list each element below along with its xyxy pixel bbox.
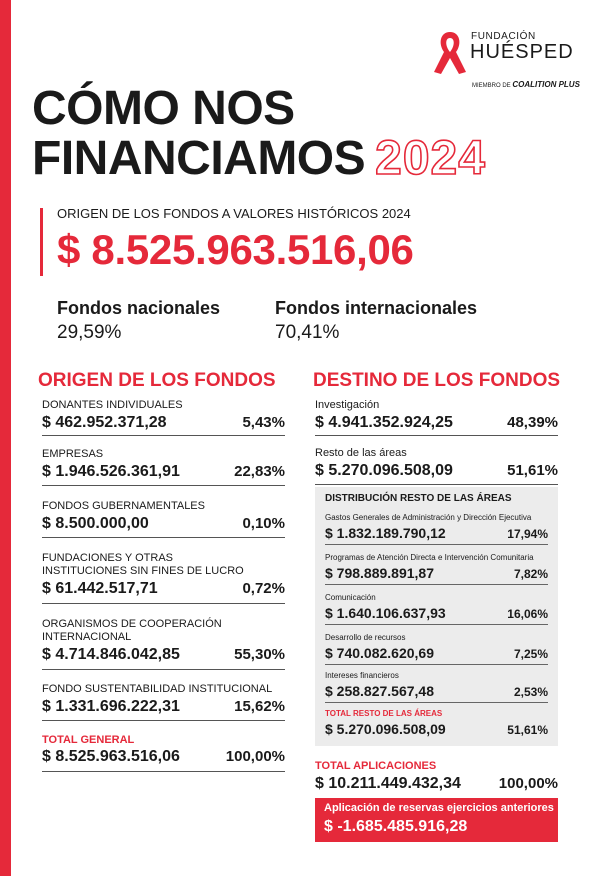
total-aplicaciones [315, 760, 558, 793]
distribucion-item-pct: 17,94% [507, 527, 548, 541]
fondos-nacionales-pct: 29,59% [57, 322, 122, 343]
distribucion-item-amount: $ 258.827.567,48 [325, 683, 434, 699]
origen-total [42, 734, 285, 772]
summary-total: $ 8.525.963.516,06 [57, 226, 414, 273]
origen-item-pct: 5,43% [242, 414, 285, 431]
fondos-nacionales [57, 298, 220, 344]
distribucion-item [325, 633, 548, 665]
origen-item-label: DONANTES INDIVIDUALES [42, 399, 183, 411]
origen-total-label: TOTAL GENERAL [42, 734, 135, 746]
logo-sub-brand: COALITION PLUS [512, 80, 580, 89]
origen-item-amount: $ 61.442.517,71 [42, 580, 158, 597]
title-line-1: CÓMO NOS [32, 82, 295, 135]
distribucion-item-label: Gastos Generales de Administración y Dirección Ejecutiva [325, 513, 532, 522]
distribucion-item-label: Intereses financieros [325, 671, 399, 680]
ribbon-icon [430, 30, 470, 76]
origen-item-amount: $ 4.714.846.042,85 [42, 646, 180, 663]
distribucion-total [325, 709, 548, 739]
distribucion-item-amount: $ 798.889.891,87 [325, 565, 434, 581]
origen-item-label: ORGANISMOS DE COOPERACIÓN INTERNACIONAL [42, 618, 222, 643]
distribucion-item-pct: 7,82% [513, 567, 548, 581]
origen-item [42, 500, 285, 538]
logo-sub-prefix: MIEMBRO DE [472, 83, 511, 89]
origen-item [42, 552, 285, 604]
distribucion-item [325, 593, 548, 625]
reservas-box [315, 798, 558, 842]
destino-item [315, 447, 558, 485]
origen-item-amount: $ 1.946.526.361,91 [42, 463, 180, 480]
logo-top-text: FUNDACIÓN [471, 31, 536, 42]
distribucion-item-pct: 7,25% [513, 647, 548, 661]
origen-item-amount: $ 462.952.371,28 [42, 414, 167, 431]
origen-item-label: EMPRESAS [42, 448, 104, 460]
distribucion-item [325, 671, 548, 703]
fondos-internacionales [275, 298, 477, 344]
distribucion-item-amount: $ 1.832.189.790,12 [325, 525, 446, 541]
destino-list [315, 399, 558, 485]
distribucion-total-pct: 51,61% [507, 723, 548, 737]
destino-item [315, 399, 558, 436]
origen-item [42, 399, 285, 436]
origen-item-pct: 0,10% [242, 515, 285, 532]
distribucion-panel [315, 487, 558, 746]
origen-item-amount: $ 8.500.000,00 [42, 515, 149, 532]
origen-item [42, 683, 285, 721]
distribucion-item-label: Comunicación [325, 593, 376, 602]
distribucion-item-pct: 2,53% [513, 685, 548, 699]
origen-item-label: FUNDACIONES Y OTRAS INSTITUCIONES SIN FINES DE LUCRO [42, 552, 244, 577]
fundacion-huesped-logo [430, 30, 580, 90]
distribucion-item [325, 513, 548, 545]
fondos-nacionales-label: Fondos nacionales [57, 298, 221, 318]
origen-item-pct: 15,62% [234, 698, 285, 715]
origen-item-label: FONDO SUSTENTABILIDAD INSTITUCIONAL [42, 683, 273, 695]
origen-item-amount: $ 1.331.696.222,31 [42, 698, 180, 715]
origen-item [42, 618, 285, 670]
origen-title: ORIGEN DE LOS FONDOS [38, 370, 276, 391]
title-line-2 [32, 134, 486, 184]
destino-title: DESTINO DE LOS FONDOS [313, 370, 561, 391]
origen-total-amount: $ 8.525.963.516,06 [42, 748, 180, 765]
summary-accent-bar [40, 208, 43, 276]
distribucion-title: DISTRIBUCIÓN RESTO DE LAS ÁREAS [325, 493, 512, 504]
origen-item-pct: 22,83% [234, 463, 285, 480]
fondos-internacionales-pct: 70,41% [275, 322, 340, 343]
distribucion-total-label: TOTAL RESTO DE LAS ÁREAS [325, 709, 443, 718]
destino-item-amount: $ 4.941.352.924,25 [315, 414, 453, 431]
origen-item [42, 448, 285, 486]
origen-list [42, 399, 285, 772]
distribucion-item [325, 553, 548, 585]
fondos-internacionales-label: Fondos internacionales [275, 298, 478, 318]
distribucion-item-amount: $ 740.082.620,69 [325, 645, 434, 661]
destino-item-label: Investigación [315, 399, 380, 411]
title-year: 2024 [375, 132, 486, 185]
destino-item-amount: $ 5.270.096.508,09 [315, 462, 453, 479]
distribucion-item-amount: $ 1.640.106.637,93 [325, 605, 446, 621]
page-title [32, 84, 486, 184]
distribucion-item-pct: 16,06% [507, 607, 548, 621]
red-side-bar [0, 0, 11, 876]
total-aplicaciones-amount: $ 10.211.449.432,34 [315, 775, 461, 792]
reservas-amount: $ -1.685.485.916,28 [324, 818, 468, 835]
total-aplicaciones-pct: 100,00% [498, 775, 558, 792]
origen-item-pct: 55,30% [234, 646, 285, 663]
distribucion-item-label: Programas de Atención Directa e Intervención Comunitaria [325, 553, 534, 562]
distribucion-item-label: Desarrollo de recursos [325, 633, 406, 642]
destino-item-pct: 48,39% [507, 414, 558, 431]
logo-main-text: HUÉSPED [470, 41, 574, 63]
origen-total-pct: 100,00% [225, 748, 285, 765]
reservas-label: Aplicación de reservas ejercicios anteriores [324, 802, 554, 814]
origen-item-pct: 0,72% [242, 580, 285, 597]
title-line-2-text: FINANCIAMOS [32, 132, 366, 185]
total-aplicaciones-label: TOTAL APLICACIONES [315, 760, 437, 772]
logo-sub-text [472, 80, 580, 89]
destino-item-pct: 51,61% [507, 462, 558, 479]
distribucion-total-amount: $ 5.270.096.508,09 [325, 721, 446, 737]
summary-label: ORIGEN DE LOS FONDOS A VALORES HISTÓRICOS 2024 [57, 206, 411, 221]
origen-item-label: FONDOS GUBERNAMENTALES [42, 500, 205, 512]
destino-item-label: Resto de las áreas [315, 447, 407, 459]
